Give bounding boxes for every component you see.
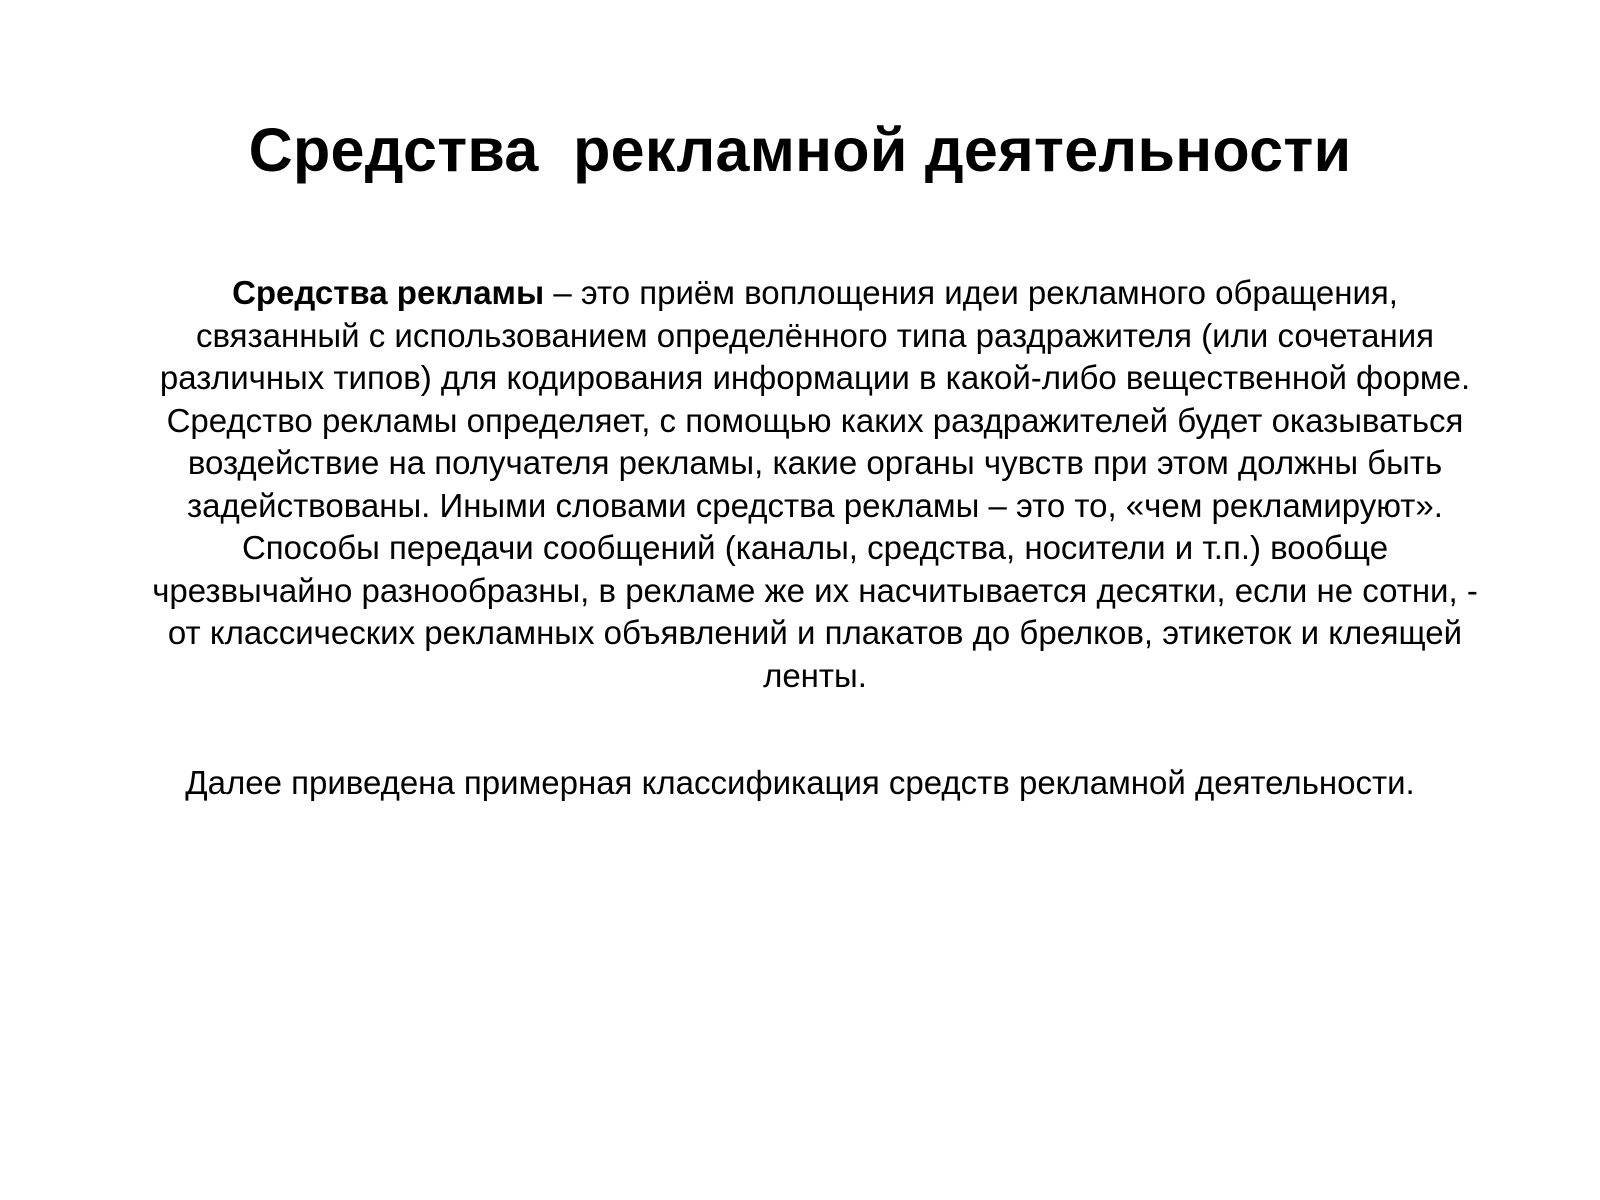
slide-title: Средства рекламной деятельности (248, 116, 1352, 184)
closing-paragraph: Далее приведена примерная классификация средств рекламной деятельности. (185, 764, 1415, 801)
definition-term: Средства рекламы (232, 274, 545, 311)
definition-text: – это приём воплощения идеи рекламного обращения, связанный с использованием определённого типа раздражителя (или сочетания различных типов) для кодирования информации в какой-либо вещественной форме. Средство рекламы определяет, с помощью каких раздражителей будет оказываться воздействие на получателя рекламы, какие органы чувств при этом должны быть задействованы. Иными словами средства рекламы – это то, «чем рекламируют». Способы передачи сообщений (каналы, средства, носители и т.п.) вообще чрезвычайно разнообразны, в рекламе же их насчитывается десятки, если не сотни, - от классических рекламных объявлений и плакатов до брелков, этикеток и клеящей ленты. (152, 274, 1478, 694)
definition-paragraph (150, 272, 1480, 697)
